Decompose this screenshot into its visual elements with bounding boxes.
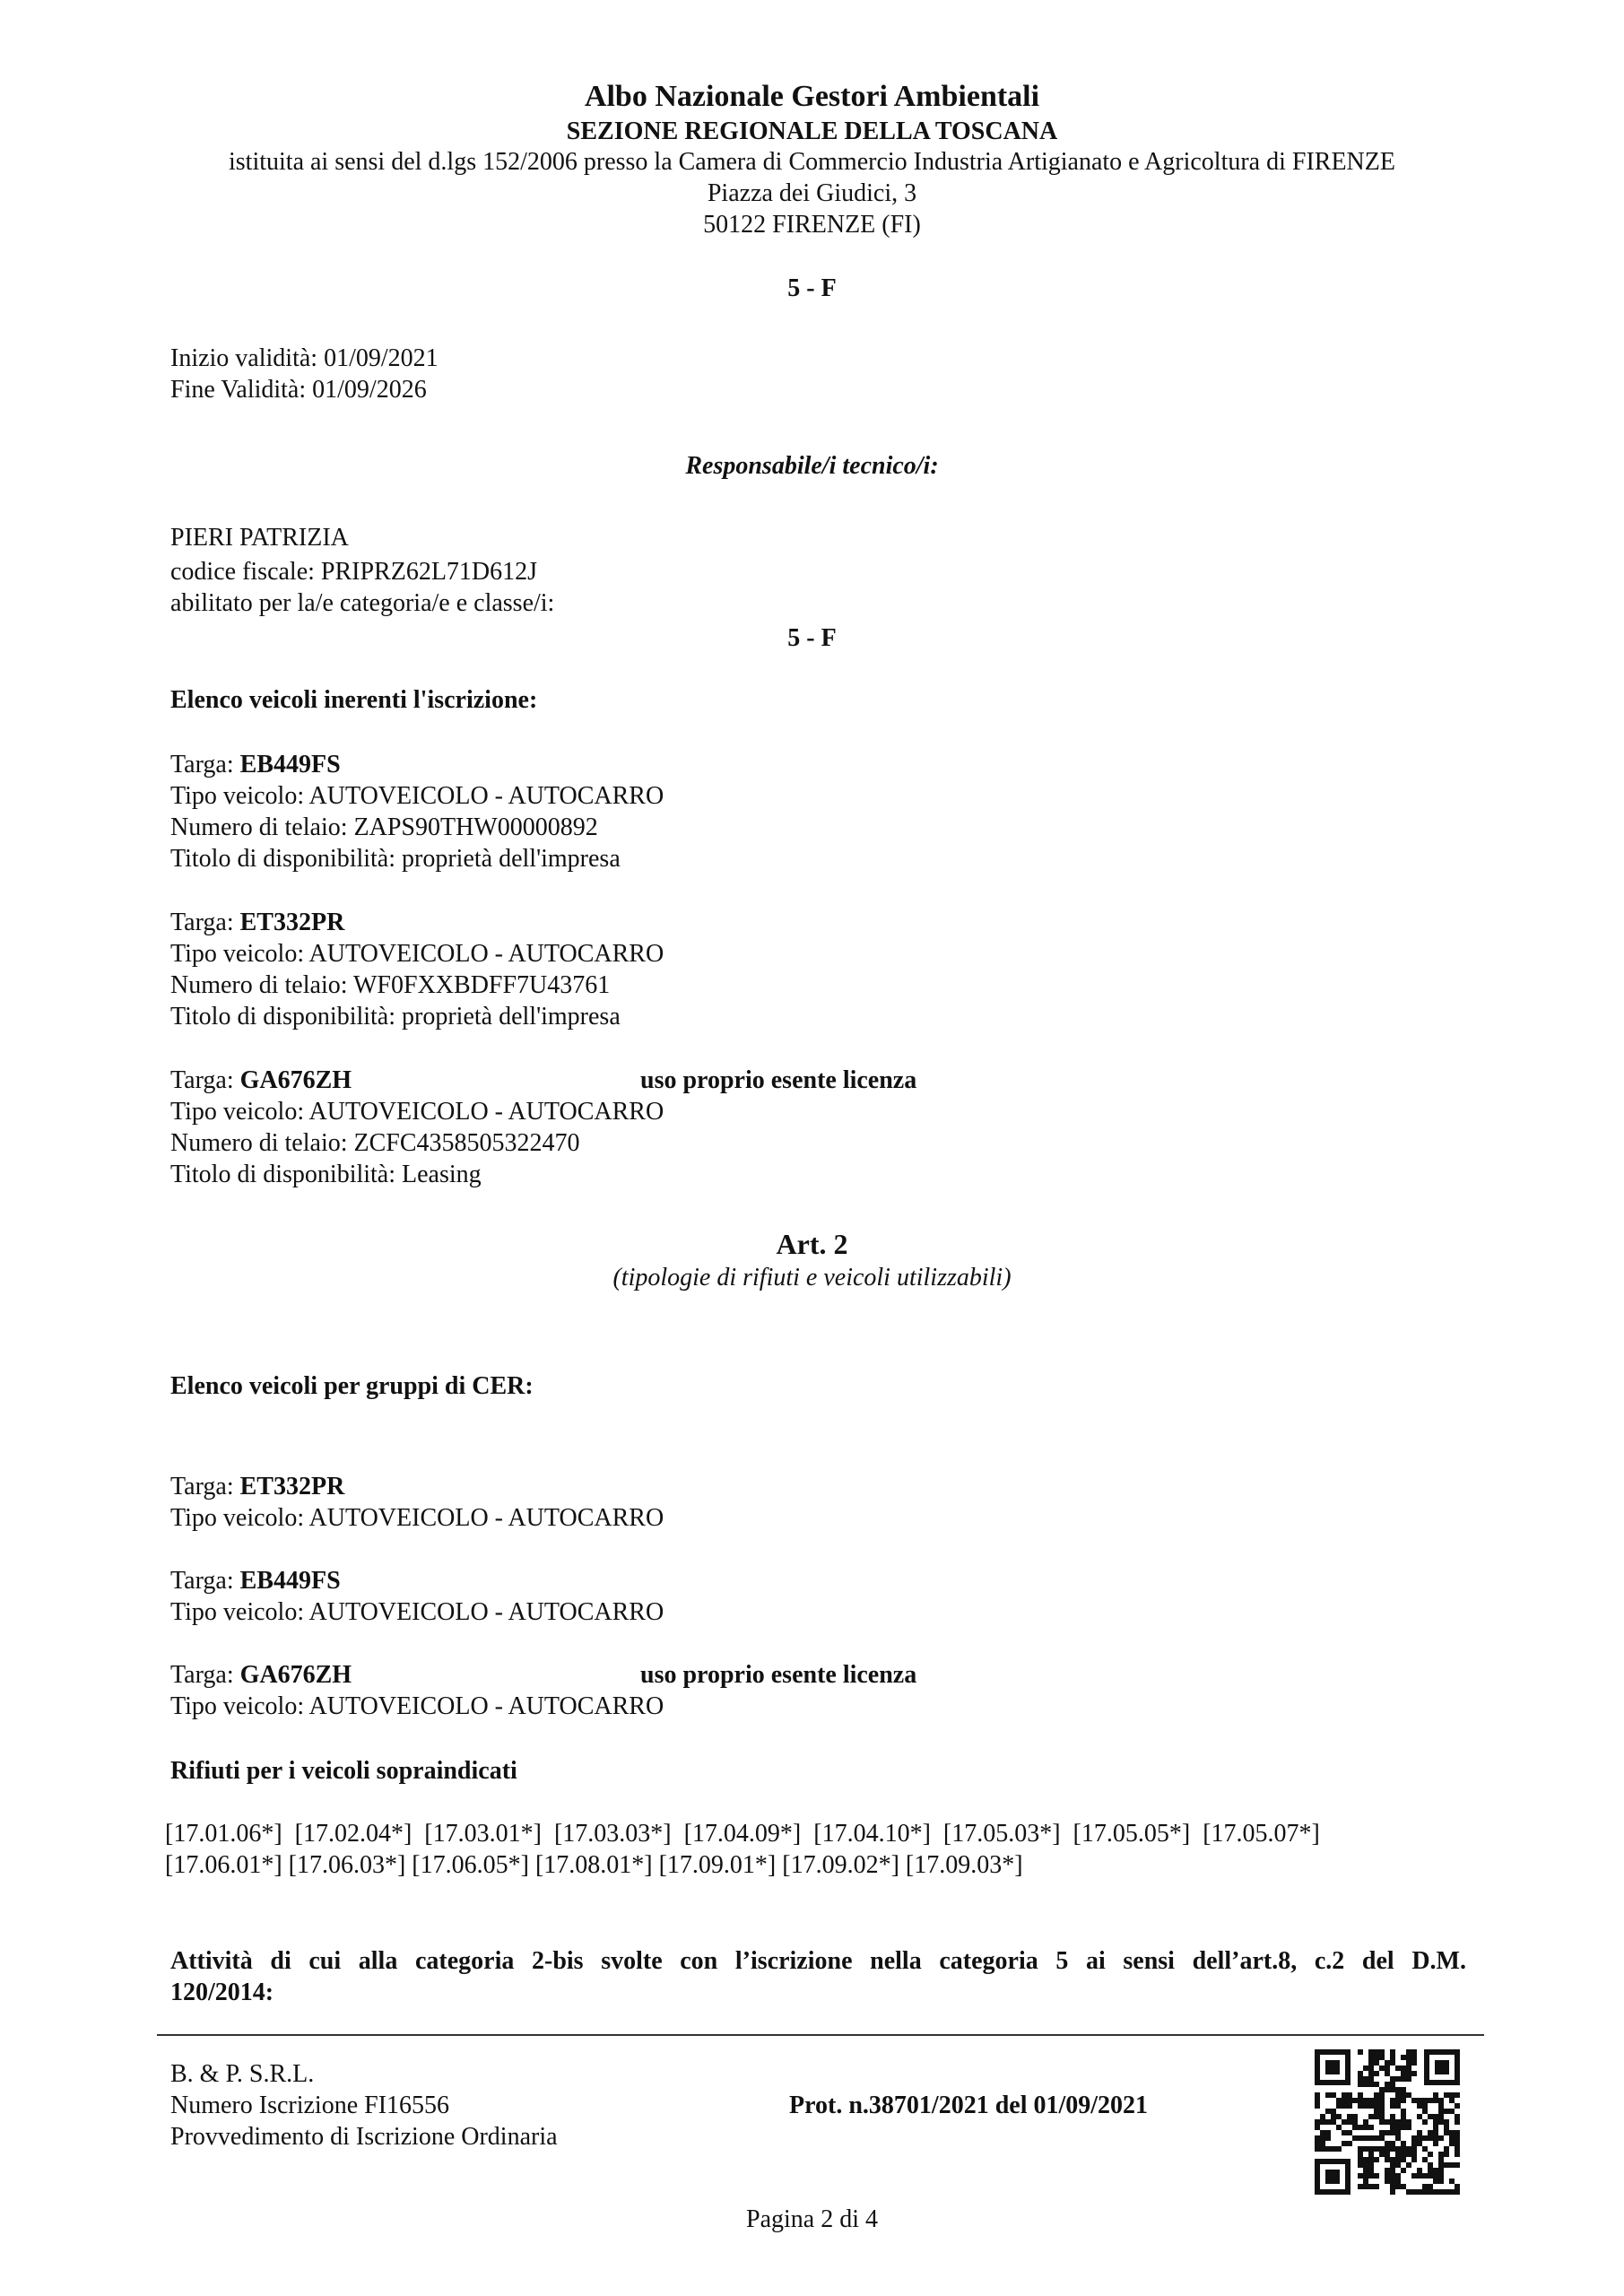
header-address: Piazza dei Giudici, 3 — [707, 179, 917, 207]
activities-text: Attività di cui alla categoria 2-bis svolte con l’iscrizione nella categoria 5 ai sensi dell’art.8, c.2 del D.M. — [170, 1947, 1466, 1975]
cer-vehicle-type: Tipo veicolo: AUTOVEICOLO - AUTOCARRO — [170, 1692, 664, 1720]
header-city: 50122 FIRENZE (FI) — [703, 211, 921, 239]
footer-divider — [157, 2034, 1484, 2036]
activities-text-end: 120/2014: — [170, 1979, 274, 2006]
footer-registration: Numero Iscrizione FI16556 — [170, 2092, 450, 2119]
manager-enabled-text: abilitato per la/e categoria/e e classe/i: — [170, 589, 555, 617]
header-line-1: istituita ai sensi del d.lgs 152/2006 presso la Camera di Commercio Industria Artigianato e Agricoltura di FIRENZE — [229, 148, 1395, 176]
validity-start: Inizio validità: 01/09/2021 — [170, 344, 439, 372]
cer-vehicle-plate-line: Targa: ET332PR — [170, 1473, 345, 1500]
footer-protocol: Prot. n.38701/2021 del 01/09/2021 — [789, 2092, 1149, 2119]
cer-vehicle-plate-line: Targa: EB449FS — [170, 1567, 341, 1595]
article-title: Art. 2 — [776, 1228, 848, 1260]
category-code: 5 - F — [787, 274, 837, 302]
vehicle-type: Tipo veicolo: AUTOVEICOLO - AUTOCARRO — [170, 940, 664, 968]
document-subtitle: SEZIONE REGIONALE DELLA TOSCANA — [566, 117, 1058, 145]
manager-fiscal-code: codice fiscale: PRIPRZ62L71D612J — [170, 558, 538, 586]
cer-vehicle-license-note: uso proprio esente licenza — [640, 1661, 917, 1689]
waste-codes-line-1: [17.01.06*] [17.02.04*] [17.03.01*] [17.03.03*] [17.04.09*] [17.04.10*] [17.05.03*] [17.05.05*] [17.05.07*] — [165, 1820, 1320, 1848]
vehicle-plate-line: Targa: GA676ZH — [170, 1066, 352, 1094]
validity-end: Fine Validità: 01/09/2026 — [170, 376, 427, 404]
vehicle-license-note: uso proprio esente licenza — [640, 1066, 917, 1094]
vehicle-type: Tipo veicolo: AUTOVEICOLO - AUTOCARRO — [170, 1098, 664, 1126]
vehicle-availability: Titolo di disponibilità: proprietà dell'impresa — [170, 1003, 621, 1031]
waste-heading: Rifiuti per i veicoli sopraindicati — [170, 1757, 517, 1785]
technical-manager-heading: Responsabile/i tecnico/i: — [685, 452, 939, 480]
page-number: Pagina 2 di 4 — [746, 2205, 878, 2233]
vehicle-availability: Titolo di disponibilità: proprietà dell'impresa — [170, 845, 621, 873]
vehicle-availability: Titolo di disponibilità: Leasing — [170, 1161, 482, 1188]
document-title: Albo Nazionale Gestori Ambientali — [584, 80, 1040, 113]
footer-company: B. & P. S.R.L. — [170, 2060, 315, 2088]
cer-vehicle-type: Tipo veicolo: AUTOVEICOLO - AUTOCARRO — [170, 1598, 664, 1626]
vehicle-type: Tipo veicolo: AUTOVEICOLO - AUTOCARRO — [170, 782, 664, 810]
cer-vehicles-heading: Elenco veicoli per gruppi di CER: — [170, 1372, 534, 1400]
vehicle-plate-line: Targa: ET332PR — [170, 909, 345, 936]
article-subtitle: (tipologie di rifiuti e veicoli utilizzabili) — [612, 1264, 1012, 1292]
vehicles-heading: Elenco veicoli inerenti l'iscrizione: — [170, 686, 538, 714]
cer-vehicle-plate-line: Targa: GA676ZH — [170, 1661, 352, 1689]
vehicle-chassis: Numero di telaio: WF0FXXBDFF7U43761 — [170, 971, 611, 999]
manager-name: PIERI PATRIZIA — [170, 524, 349, 552]
vehicle-chassis: Numero di telaio: ZCFC4358505322470 — [170, 1129, 580, 1157]
vehicle-chassis: Numero di telaio: ZAPS90THW00000892 — [170, 813, 598, 841]
footer-provision: Provvedimento di Iscrizione Ordinaria — [170, 2123, 558, 2151]
manager-category-code: 5 - F — [787, 624, 837, 652]
qr-code-icon — [1315, 2049, 1460, 2195]
cer-vehicle-type: Tipo veicolo: AUTOVEICOLO - AUTOCARRO — [170, 1504, 664, 1532]
waste-codes-line-2: [17.06.01*] [17.06.03*] [17.06.05*] [17.08.01*] [17.09.01*] [17.09.02*] [17.09.03*] — [165, 1851, 1023, 1879]
vehicle-plate-line: Targa: EB449FS — [170, 751, 341, 778]
